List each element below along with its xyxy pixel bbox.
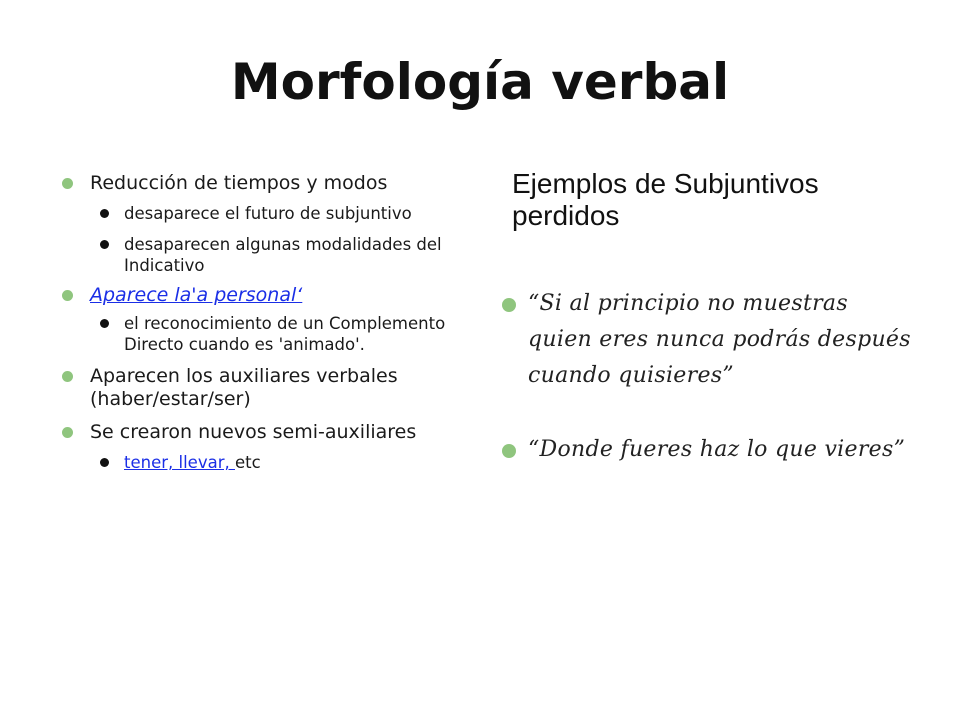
bullet-dot-icon bbox=[62, 371, 73, 382]
quote-item bbox=[496, 432, 916, 468]
sub-bullet-text: desaparecen algunas modalidades del Indicativo bbox=[124, 235, 442, 275]
quote-text: “Donde fueres haz lo que vieres” bbox=[528, 437, 906, 462]
bullet-dot-icon bbox=[62, 427, 73, 438]
quote-text: “Si al principio no muestras quien eres nunca podrás después cuando quisieres” bbox=[528, 291, 911, 388]
bullet-dot-icon bbox=[100, 319, 109, 328]
sub-bullet-indicativo bbox=[98, 234, 462, 276]
sub-bullet-text: el reconocimiento de un Complemento Directo cuando es 'animado'. bbox=[124, 314, 446, 354]
etc-text: etc bbox=[234, 453, 261, 472]
left-content bbox=[62, 172, 462, 473]
bullet-a-personal bbox=[62, 284, 462, 307]
slide-title: Morfología verbal bbox=[230, 53, 730, 111]
bullet-text: Se crearon nuevos semi-auxiliares bbox=[90, 421, 417, 443]
sub-bullet-text: desaparece el futuro de subjuntivo bbox=[124, 204, 412, 223]
bullet-dot-icon bbox=[502, 298, 516, 312]
examples-heading: Ejemplos de Subjuntivos perdidos bbox=[512, 168, 819, 231]
sub-bullet-tener bbox=[98, 452, 462, 473]
bullet-reduccion bbox=[62, 172, 462, 195]
sub-bullet-futuro bbox=[98, 203, 462, 224]
right-content bbox=[496, 168, 916, 468]
tener-llevar-link[interactable]: tener, llevar, bbox=[124, 453, 235, 472]
bullet-dot-icon bbox=[502, 444, 516, 458]
bullet-text: Reducción de tiempos y modos bbox=[90, 172, 388, 194]
bullet-list bbox=[62, 172, 462, 473]
quote-item bbox=[496, 286, 916, 394]
bullet-dot-icon bbox=[100, 458, 109, 467]
bullet-dot-icon bbox=[62, 290, 73, 301]
a-personal-link[interactable]: Aparece la'a personal‘ bbox=[90, 284, 303, 306]
bullet-semi-auxiliares bbox=[62, 421, 462, 444]
bullet-text: Aparecen los auxiliares verbales (haber/estar/ser) bbox=[90, 365, 398, 410]
bullet-dot-icon bbox=[100, 209, 109, 218]
bullet-dot-icon bbox=[100, 240, 109, 249]
sub-bullet-complemento bbox=[98, 313, 462, 355]
bullet-auxiliares bbox=[62, 365, 462, 411]
bullet-dot-icon bbox=[62, 178, 73, 189]
